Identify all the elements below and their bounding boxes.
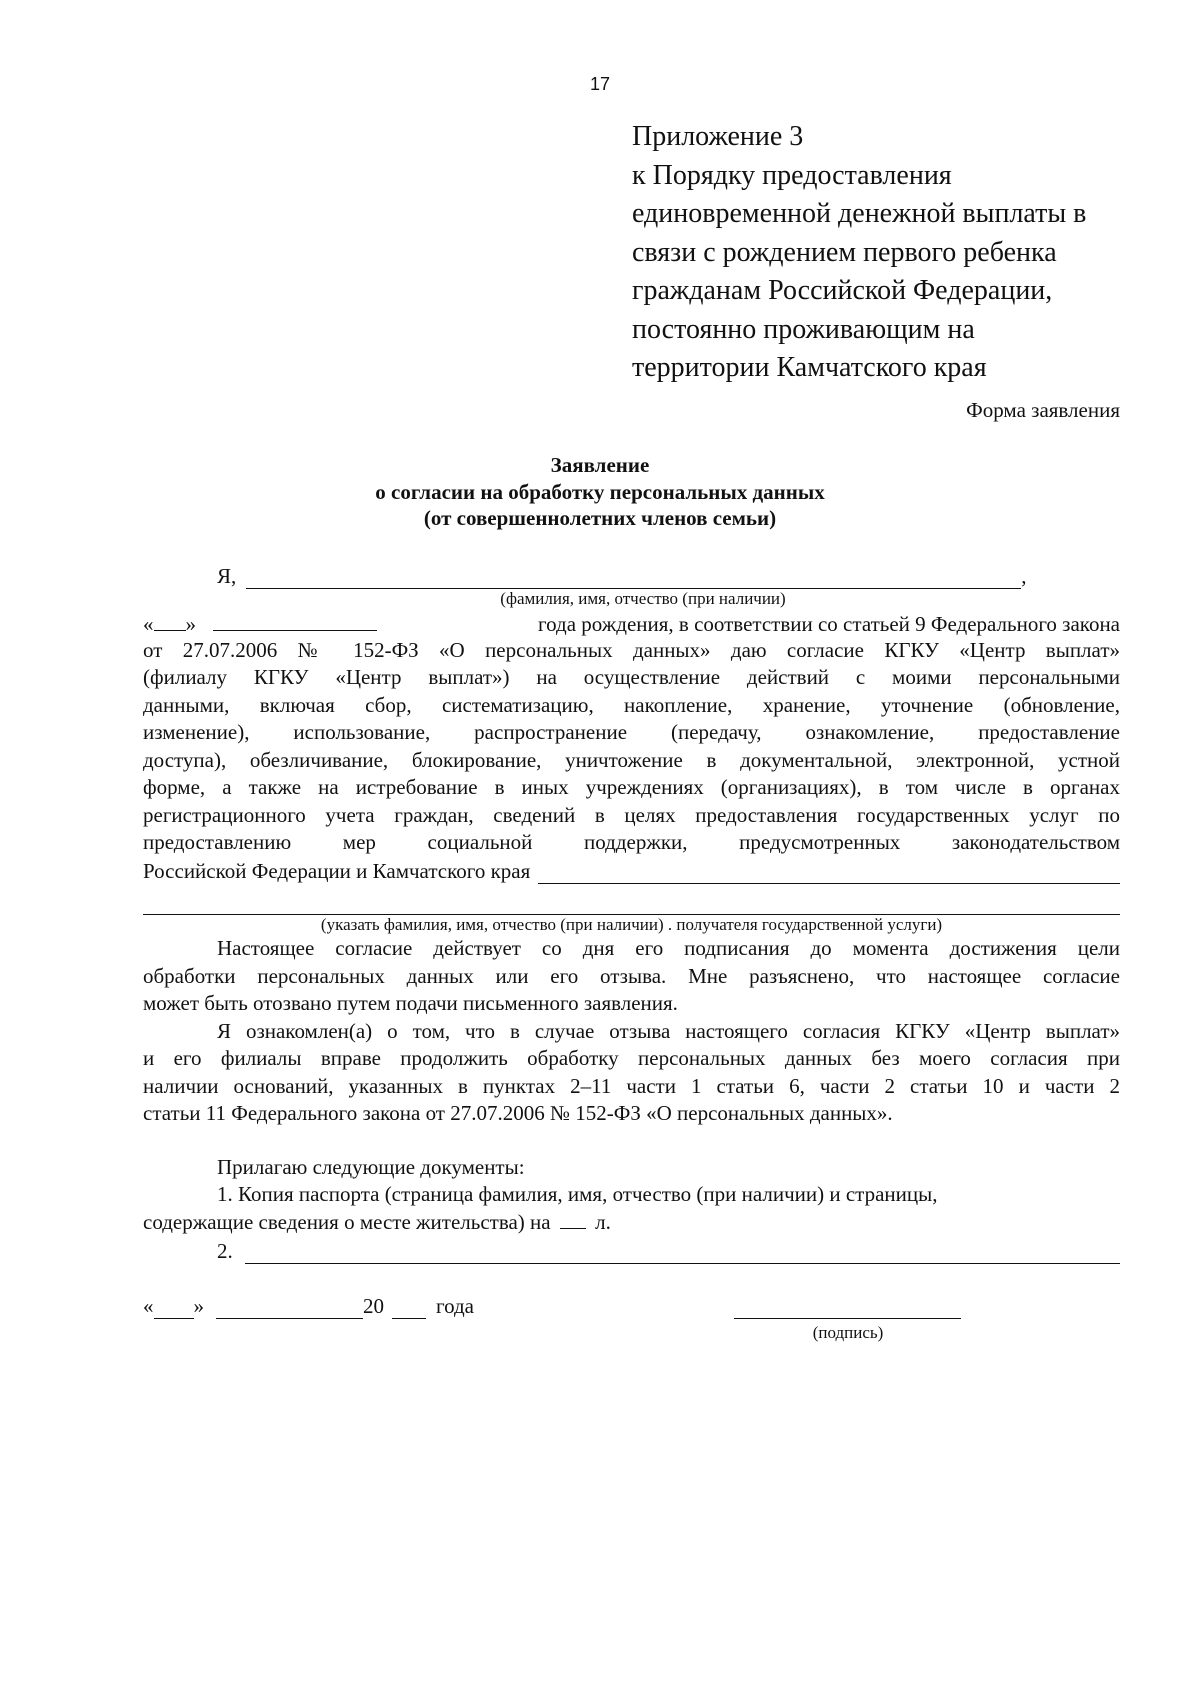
date-day-field[interactable] bbox=[154, 1299, 194, 1319]
appendix-line: единовременной денежной выплаты в bbox=[632, 198, 1087, 229]
body-line: и его филиалы вправе продолжить обработку персональных данных без моего согласия при bbox=[143, 1046, 1120, 1070]
quote-open: « bbox=[143, 611, 154, 636]
signature-field[interactable] bbox=[734, 1299, 961, 1319]
quote-close: » bbox=[185, 611, 196, 636]
form-label: Форма заявления bbox=[966, 398, 1120, 422]
appendix-line: постоянно проживающим на bbox=[632, 313, 975, 345]
body-line: от 27.07.2006 № 152-ФЗ «О персональных данных» даю согласие КГКУ «Центр выплат» bbox=[143, 637, 1120, 662]
recipient-line bbox=[143, 857, 1120, 885]
attachments-heading: Прилагаю следующие документы: bbox=[217, 1154, 525, 1179]
body-line: форме, а также на истребование в иных учреждениях (организациях), в том числе в органах bbox=[143, 775, 1120, 799]
birth-date-group bbox=[143, 612, 377, 637]
fio-prefix: Я, bbox=[217, 564, 237, 588]
document-title bbox=[0, 452, 1200, 532]
body-line: предоставлению мер социальной поддержки, предусмотренных законодательством bbox=[143, 830, 1120, 854]
quote-close: » bbox=[193, 1294, 204, 1318]
title-line: о согласии на обработку персональных данных bbox=[375, 479, 825, 504]
body-line: Я ознакомлен(а) о том, что в случае отзыва настоящего согласия КГКУ «Центр выплат» bbox=[217, 1018, 1120, 1043]
title-line: (от совершеннолетних членов семьи) bbox=[423, 506, 777, 530]
body-line: (филиалу КГКУ «Центр выплат») на осуществление действий с моими персональными bbox=[143, 665, 1120, 689]
attachment-item-cont bbox=[143, 1209, 1120, 1237]
page-number: 17 bbox=[589, 74, 611, 94]
body-line: данными, включая сбор, систематизацию, накопление, хранение, уточнение (обновление, bbox=[143, 692, 1120, 717]
body-line: наличии оснований, указанных в пунктах 2–11 части 1 статьи 6, части 2 статьи 10 и части 2 bbox=[143, 1073, 1120, 1098]
recipient-hint: (указать фамилия, имя, отчество (при наличии) . получателя государственной услуги) bbox=[320, 915, 943, 934]
pages-suffix: л. bbox=[595, 1209, 611, 1234]
appendix-line: Приложение 3 bbox=[632, 121, 804, 152]
document-body bbox=[143, 561, 1120, 1342]
appendix-line: гражданам Российской Федерации, bbox=[632, 275, 1053, 306]
body-line: может быть отозвано путем подачи письменного заявления. bbox=[143, 991, 678, 1015]
date-signature-line bbox=[143, 1292, 1120, 1320]
signature-hint: (подпись) bbox=[812, 1323, 884, 1342]
quote-open: « bbox=[143, 1294, 154, 1318]
attachment-text: содержащие сведения о месте жительства) на bbox=[143, 1209, 551, 1234]
title-line: Заявление bbox=[550, 453, 650, 477]
fio-field[interactable] bbox=[246, 569, 1021, 589]
body-line: обработки персональных данных или его отзыва. Мне разъяснено, что настоящее согласие bbox=[143, 963, 1120, 988]
body-line: изменение), использование, распространение (передачу, ознакомление, предоставление bbox=[143, 720, 1120, 744]
birth-month-field[interactable] bbox=[213, 612, 377, 631]
attachment-item: 1. Копия паспорта (страница фамилия, имя, отчество (при наличии) и страницы, bbox=[217, 1182, 938, 1206]
body-line: Настоящее согласие действует со дня его подписания до момента достижения цели bbox=[217, 936, 1120, 960]
appendix-line: связи с рождением первого ребенка bbox=[632, 236, 1057, 268]
appendix-line: к Порядку предоставления bbox=[632, 159, 952, 191]
fio-line bbox=[143, 561, 1120, 589]
fio-suffix: , bbox=[1021, 564, 1027, 588]
recipient-field-line2[interactable] bbox=[143, 886, 1120, 915]
attachment-number: 2. bbox=[217, 1238, 233, 1263]
birth-text: года рождения, в соответствии со статьей 9 Федерального закона bbox=[538, 611, 1120, 636]
date-year-field[interactable] bbox=[392, 1299, 426, 1319]
pages-count-field[interactable] bbox=[560, 1210, 586, 1229]
year-word: года bbox=[436, 1294, 474, 1318]
body-line: Российской Федерации и Камчатского края bbox=[143, 859, 531, 883]
year-prefix: 20 bbox=[363, 1294, 384, 1318]
attachment-item-2 bbox=[143, 1236, 1120, 1264]
recipient-field[interactable] bbox=[538, 864, 1120, 884]
body-line: регистрационного учета граждан, сведений в целях предоставления государственных услуг по bbox=[143, 802, 1120, 827]
date-month-field[interactable] bbox=[216, 1299, 363, 1319]
body-line: статьи 11 Федерального закона от 27.07.2006 № 152-ФЗ «О персональных данных». bbox=[143, 1101, 893, 1125]
body-line: доступа), обезличивание, блокирование, уничтожение в документальной, электронной, устной bbox=[143, 747, 1120, 772]
fio-hint: (фамилия, имя, отчество (при наличии) bbox=[500, 589, 786, 608]
attachment-2-field[interactable] bbox=[245, 1244, 1120, 1264]
birth-line bbox=[143, 609, 1120, 637]
appendix-line: территории Камчатского края bbox=[632, 352, 987, 383]
appendix-block bbox=[632, 118, 1152, 388]
birth-day-field[interactable] bbox=[154, 612, 186, 631]
